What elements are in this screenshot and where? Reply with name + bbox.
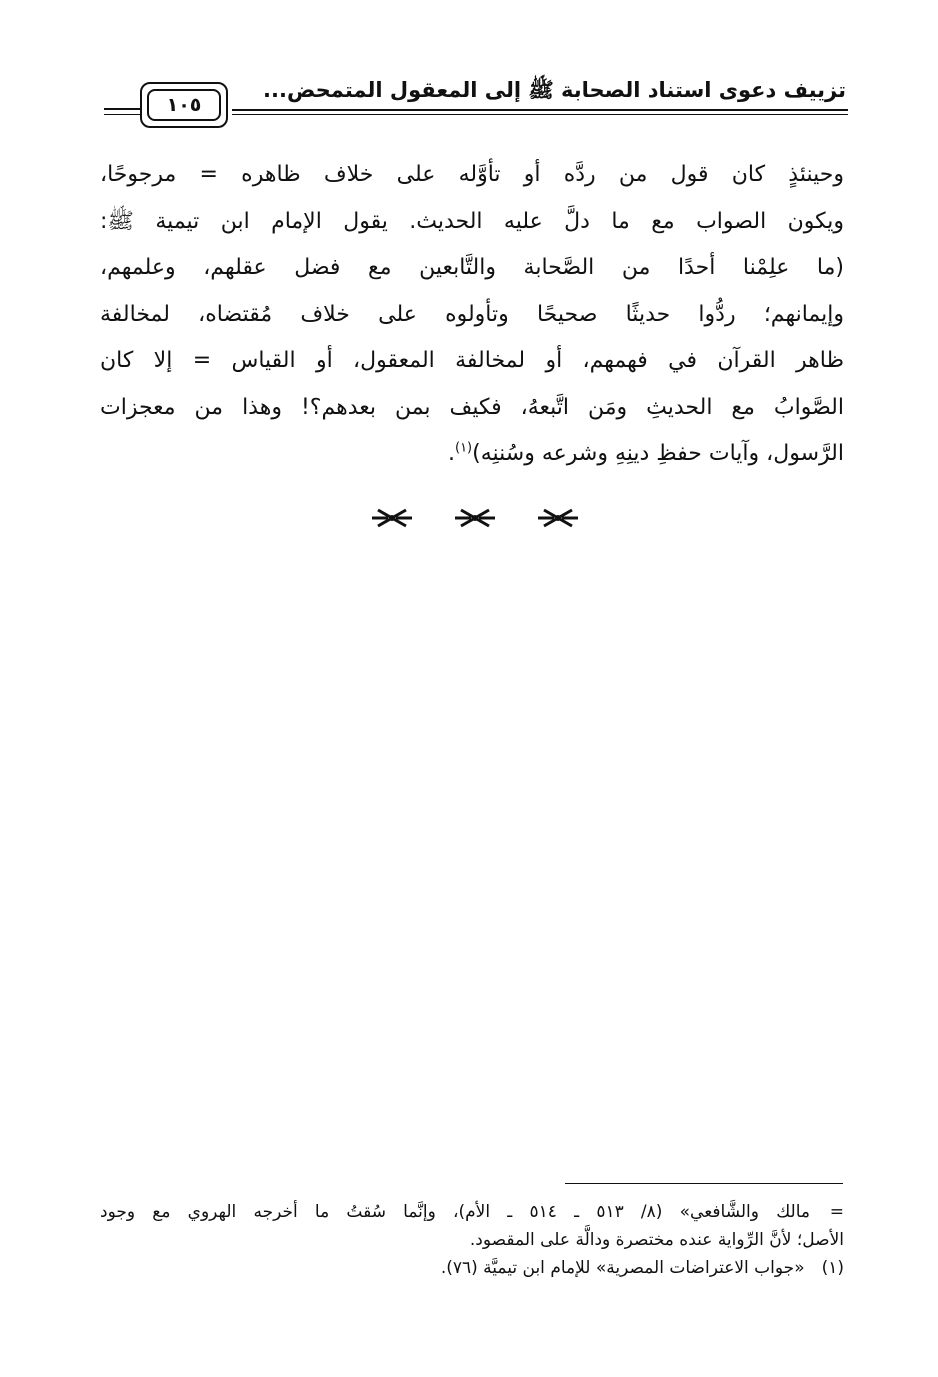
footnote-continuation-line-1 [100, 1198, 844, 1226]
header-rule-thin [232, 114, 848, 115]
ornament-star-icon [370, 504, 414, 532]
footnote-continuation-text-2: الأصل؛ لأنَّ الرِّواية عنده مختصرة ودالَّة على المقصود. [469, 1230, 844, 1250]
page-number: ١٠٥ [147, 89, 221, 121]
header-rule-left [104, 108, 140, 110]
continuation-marker: = [829, 1202, 844, 1222]
footnote-reference: (١) [454, 440, 473, 456]
final-period: . [447, 441, 455, 466]
footnote-1-text: «جواب الاعتراضات المصرية» للإمام ابن تيميَّة (٧٦). [440, 1258, 805, 1278]
ornament-star-icon [453, 504, 497, 532]
header-rule-left-thin [104, 114, 140, 115]
footnote-1-marker: (١) [821, 1258, 844, 1278]
ornament-star-icon [536, 504, 580, 532]
text-line-2: ويكون الصواب مع ما دلَّ عليه الحديث. يقول الإمام ابن تيمية ﷺ: [100, 208, 844, 234]
footnote-1 [100, 1254, 844, 1282]
running-header-title: تزييف دعوى استناد الصحابة ﷺ إلى المعقول المتمحض... [263, 78, 846, 102]
text-line-5: ظاهر القرآن في فهمهم، أو لمخالفة المعقول، أو القياس = إلا كان [100, 348, 844, 373]
main-text [100, 152, 844, 478]
footnotes [100, 1198, 844, 1282]
text-line-7 [100, 431, 844, 478]
text-line-7-content: الرَّسول، وآيات حفظِ دينِهِ وشرعه وسُننِه) [472, 441, 844, 466]
footnote-continuation-line-2 [100, 1226, 844, 1254]
text-line-6: الصَّوابُ مع الحديثِ ومَن اتَّبعهُ، فكيف بمن بعدهم؟! وهذا من معجزات [100, 394, 844, 420]
footnote-separator [565, 1183, 843, 1184]
footnote-continuation-text-1: مالك والشَّافعي» (٨/ ٥١٣ ـ ٥١٤ ـ الأم)، وإنَّما سُقتُ ما أخرجه الهروي مع وجود [100, 1202, 810, 1222]
text-line-1: وحينئذٍ كان قول من ردَّه أو تأوَّله على خلاف ظاهره = مرجوحًا، [100, 162, 844, 187]
page-number-frame [140, 82, 228, 128]
text-line-3: (ما علِمْنا أحدًا من الصَّحابة والتَّابعين مع فضل عقلهم، وعلمهم، [100, 255, 844, 280]
text-line-4: وإيمانهم؛ ردُّوا حديثًا صحيحًا وتأولوه على خلاف مُقتضاه، لمخالفة [100, 301, 844, 327]
header-rule [232, 109, 848, 111]
section-ornament [370, 500, 580, 536]
